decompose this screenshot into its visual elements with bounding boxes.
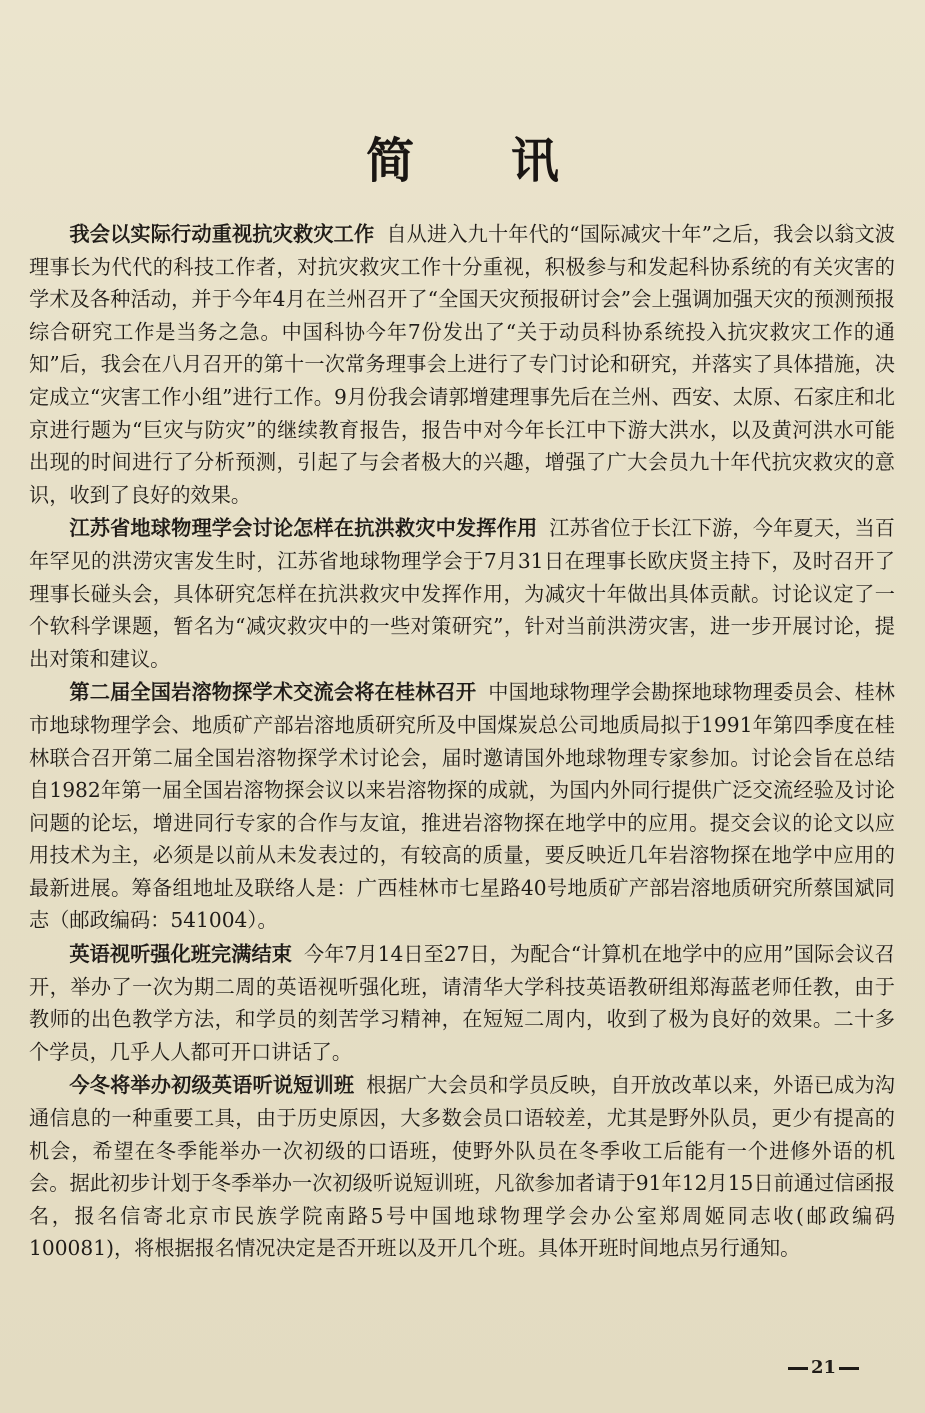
news-heading: 我会以实际行动重视抗灾救灾工作 xyxy=(69,222,375,246)
article-body xyxy=(29,218,895,1265)
news-heading: 第二届全国岩溶物探学术交流会将在桂林召开 xyxy=(69,680,477,705)
news-item-jiangsu-flood xyxy=(29,512,895,675)
dash-left xyxy=(788,1367,808,1370)
news-heading: 江苏省地球物理学会讨论怎样在抗洪救灾中发挥作用 xyxy=(69,516,538,541)
news-item-disaster-work xyxy=(29,218,895,511)
dash-right xyxy=(839,1367,859,1370)
news-text: 中国地球物理学会勘探地球物理委员会、桂林市地球物理学会、地质矿产部岩溶地质研究所及中国煤炭总公司地质局拟于1991年第四季度在桂林联合召开第二届全国岩溶物探学术讨论会，届时邀请国外地球物理专家参加。讨论会旨在总结自1982年第一届全国岩溶物探会议以来岩溶物探的成就，为国内外同行提供广泛交流经验及讨论问题的论坛，增进同行专家的合作与友谊，推进岩溶物探在地学中的应用。提交会议的论文以应用技术为主，必须是以前从未发表过的，有较高的质量，要反映近几年岩溶物探在地学中应用的最新进展。筹备组地址及联络人是：广西桂林市七星路40号地质矿产部岩溶地质研究所蔡国斌同志（邮政编码：541004）。 xyxy=(29,680,895,933)
page-number-text: 21 xyxy=(811,1357,837,1378)
page-number xyxy=(785,1357,862,1378)
news-text: 江苏省位于长江下游，今年夏天，当百年罕见的洪涝灾害发生时，江苏省地球物理学会于7月31日在理事长欧庆贤主持下，及时召开了理事长碰头会，具体研究怎样在抗洪救灾中发挥作用，为减灾十年做出具体贡献。讨论议定了一个软科学课题，暂名为“减灾救灾中的一些对策研究”，针对当前洪涝灾害，进一步开展讨论，提出对策和建议。 xyxy=(29,516,895,671)
news-heading: 英语视听强化班完满结束 xyxy=(69,942,292,967)
page-title: 简 讯 xyxy=(366,133,599,189)
news-text: 自从进入九十年代的“国际减灾十年”之后，我会以翁文波理事长为代代的科技工作者，对抗灾救灾工作十分重视，积极参与和发起科协系统的有关灾害的学术及各种活动，并于今年4月在兰州召开了“全国天灾预报研讨会”会上强调加强天灾的预测预报综合研究工作是当务之急。中国科协今年7份发出了“关于动员科协系统投入抗灾救灾工作的通知”后，我会在八月召开的第十一次常务理事会上进行了专门讨论和研究，并落实了具体措施，决定成立“灾害工作小组”进行工作。9月份我会请郭增建理事先后在兰州、西安、太原、石家庄和北京进行题为“巨灾与防灾”的继续教育报告，报告中对今年长江中下游大洪水，以及黄河洪水可能出现的时间进行了分析预测，引起了与会者极大的兴趣，增强了广大会员九十年代抗灾救灾的意识，收到了良好的效果。 xyxy=(29,222,895,507)
news-item-winter-training xyxy=(29,1069,895,1265)
news-heading: 今冬将举办初级英语听说短训班 xyxy=(69,1073,355,1098)
news-item-english-course xyxy=(29,938,895,1068)
news-item-karst-conference xyxy=(29,676,895,937)
news-text: 根据广大会员和学员反映，自开放改革以来，外语已成为沟通信息的一种重要工具，由于历史原因，大多数会员口语较差，尤其是野外队员，更少有提高的机会，希望在冬季能举办一次初级的口语班，使野外队员在冬季收工后能有一个进修外语的机会。据此初步计划于冬季举办一次初级听说短训班，凡欲参加者请于91年12月15日前通过信函报名，报名信寄北京市民族学院南路5号中国地球物理学会办公室郑周姬同志收(邮政编码100081)，将根据报名情况决定是否开班以及开几个班。具体开班时间地点另行通知。 xyxy=(29,1073,895,1261)
news-text: 今年7月14日至27日，为配合“计算机在地学中的应用”国际会议召开，举办了一次为期二周的英语视听强化班，请清华大学科技英语教研组郑海蓝老师任教，由于教师的出色教学方法，和学员的刻苦学习精神，在短短二周内，收到了极为良好的效果。二十多个学员，几乎人人都可开口讲话了。 xyxy=(29,942,895,1064)
